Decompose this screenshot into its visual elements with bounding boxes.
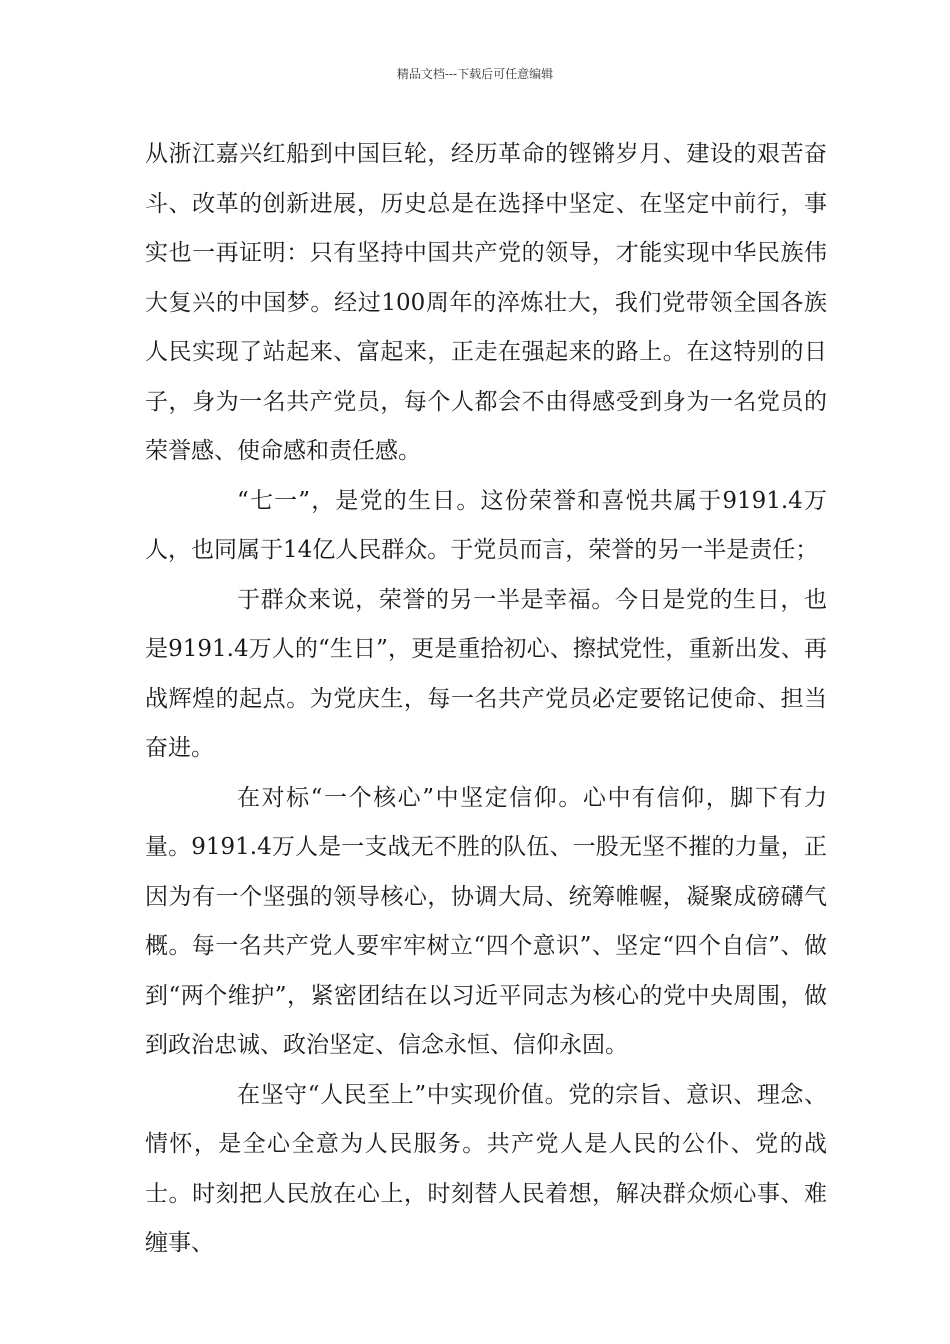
paragraph-3: 于群众来说，荣誉的另一半是幸福。今日是党的生日，也是9191.4万人的“生日”，更是重拾初心、擦拭党性，重新出发、再战辉煌的起点。为党庆生，每一名共产党员必定要铭记使命、担当奋进。 (145, 586, 827, 761)
paragraph-5: 在坚守“人民至上”中实现价值。党的宗旨、意识、理念、情怀，是全心全意为人民服务。共产党人是人民的公仆、党的战士。时刻把人民放在心上，时刻替人民着想，解决群众烦心事、难缠事、 (145, 1081, 827, 1256)
page-header: 精品文档---下载后可任意编辑 (396, 67, 554, 81)
paragraph-1: 从浙江嘉兴红船到中国巨轮，经历革命的铿锵岁月、建设的艰苦奋斗、改革的创新进展，历史总是在选择中坚定、在坚定中前行，事实也一再证明：只有坚持中国共产党的领导，才能实现中华民族伟大复兴的中国梦。经过100周年的淬炼壮大，我们党带领全国各族人民实现了站起来、富起来，正走在强起来的路上。在这特别的日子，身为一名共产党员，每个人都会不由得感受到身为一名党员的荣誉感、使命感和责任感。 (145, 141, 827, 464)
paragraph-4: 在对标“一个核心”中坚定信仰。心中有信仰，脚下有力量。9191.4万人是一支战无不胜的队伍、一股无坚不摧的力量，正因为有一个坚强的领导核心，协调大局、统筹帷幄，凝聚成磅礴气概。每一名共产党人要牢牢树立“四个意识”、坚定“四个自信”、做到“两个维护”，紧密团结在以习近平同志为核心的党中央周围，做到政治忠诚、政治坚定、信念永恒、信仰永固。 (145, 784, 827, 1058)
paragraph-2: “七一”，是党的生日。这份荣誉和喜悦共属于9191.4万人，也同属于14亿人民群众。于党员而言，荣誉的另一半是责任； (145, 487, 827, 563)
document-body (145, 130, 827, 1269)
